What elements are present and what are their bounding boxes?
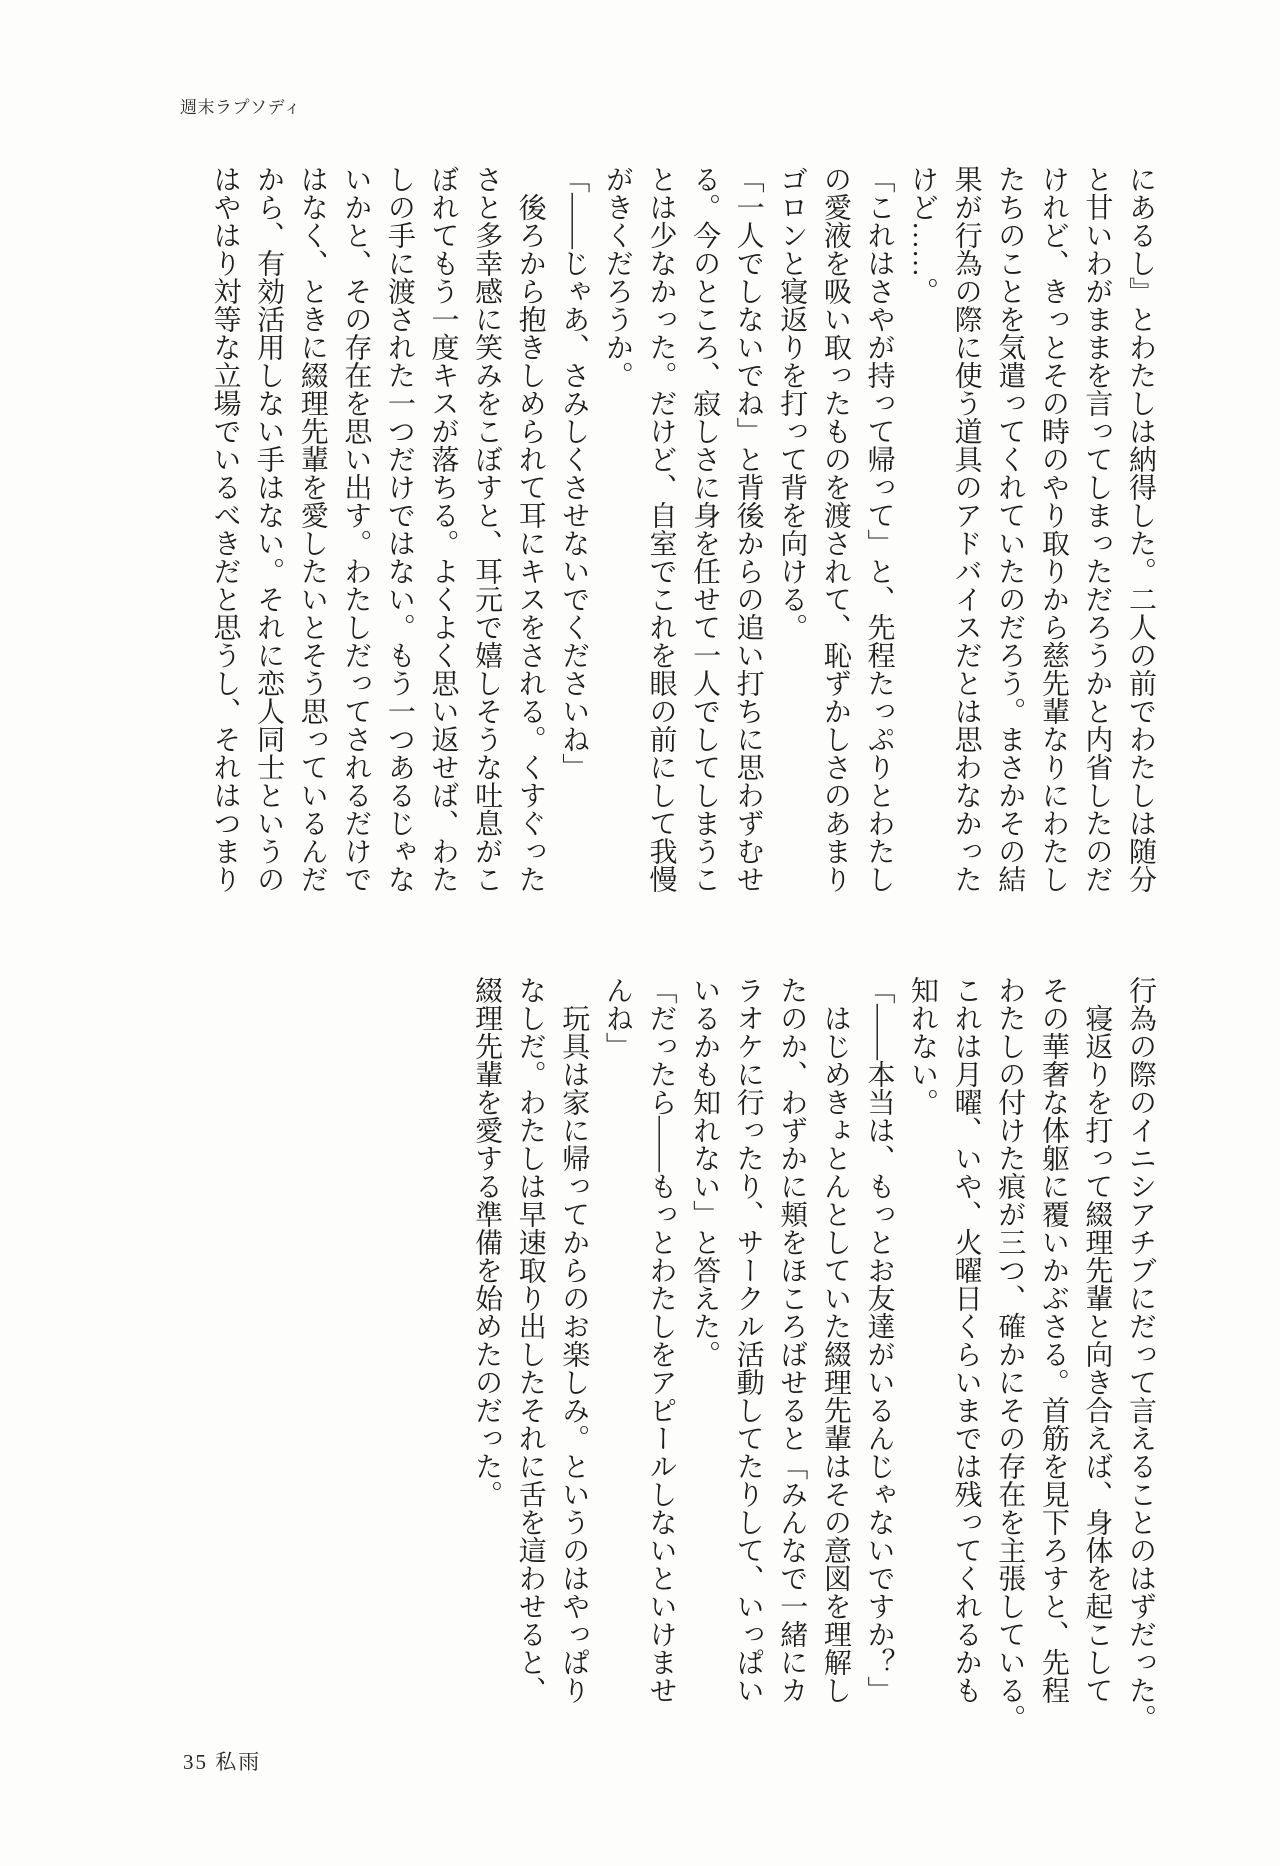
text-line: ゴロンと寝返りを打って背を向ける。 bbox=[776, 165, 808, 641]
text-line: 寝返りを打って綴理先輩と向き合えば、身体を起こして bbox=[1081, 976, 1113, 1704]
text-line: けれど、きっとその時のやり取りから慈先輩なりにわたし bbox=[1037, 165, 1069, 893]
text-line: にあるし』とわたしは納得した。二人の前でわたしは随分 bbox=[1125, 165, 1156, 893]
text-line: と甘いわがままを言ってしまっただろうかと内省したのだ bbox=[1081, 165, 1113, 893]
text-line: はなく、ときに綴理先輩を愛したいとそう思っているんだ bbox=[296, 165, 328, 893]
text-line: 「――じゃあ、さみしくさせないでくださいね」 bbox=[558, 165, 590, 781]
text-line: る。今のところ、寂しさに身を任せて一人でしてしまうこ bbox=[689, 165, 721, 893]
page-number: 35 私雨 bbox=[183, 1750, 262, 1774]
text-line: はじめきょとんとしていた綴理先輩はその意図を理解し bbox=[819, 976, 851, 1704]
text-line: なしだ。わたしは早速取り出したそれに舌を這わせると、 bbox=[514, 976, 546, 1704]
text-line: 行為の際のイニシアチブにだって言えることのはずだった。 bbox=[1125, 976, 1156, 1732]
text-line: わたしの付けた痕が三つ、確かにその存在を主張している。 bbox=[994, 976, 1026, 1732]
text-line: 後ろから抱きしめられて耳にキスをされる。くすぐった bbox=[514, 165, 546, 893]
text-line: 「これはさやが持って帰って」と、先程たっぷりとわたし bbox=[863, 165, 895, 893]
text-line: ラオケに行ったり、サークル活動してたりして、いっぱい bbox=[732, 976, 764, 1704]
text-line: いかと、その存在を思い出す。わたしだってされるだけで bbox=[340, 165, 372, 893]
text-line: んね」 bbox=[601, 976, 633, 1060]
running-header: 週末ラプソディ bbox=[180, 98, 302, 117]
text-line: 「一人でしないでね」と背後からの追い打ちに思わずむせ bbox=[732, 165, 764, 893]
text-line: 綴理先輩を愛する準備を始めたのだった。 bbox=[471, 976, 503, 1508]
text-line: たのか、わずかに頬をほころばせると「みんなで一緒にカ bbox=[776, 976, 808, 1704]
text-block-upper bbox=[203, 165, 1162, 897]
text-line: とは少なかった。だけど、自室でこれを眼の前にして我慢 bbox=[645, 165, 677, 893]
text-line: から、有効活用しない手はない。それに恋人同士というの bbox=[253, 165, 285, 893]
text-line: はやはり対等な立場でいるべきだと思うし、それはつまり bbox=[209, 165, 241, 893]
text-line: これは月曜、いや、火曜日くらいまでは残ってくれるかも bbox=[950, 976, 982, 1704]
text-line: けど……。 bbox=[907, 165, 939, 305]
text-line: しの手に渡された一つだけではない。もう一つあるじゃな bbox=[383, 165, 415, 893]
text-line: いるかも知れない」と答えた。 bbox=[689, 976, 721, 1368]
text-line: 「――本当は、もっとお友達がいるんじゃないですか？」 bbox=[863, 976, 895, 1704]
text-line: さと多幸感に笑みをこぼすと、耳元で嬉しそうな吐息がこ bbox=[471, 165, 503, 893]
text-block-lower bbox=[465, 976, 1163, 1732]
text-line: がきくだろうか。 bbox=[601, 165, 633, 389]
text-line: 知れない。 bbox=[907, 976, 939, 1116]
text-line: その華奢な体躯に覆いかぶさる。首筋を見下ろすと、先程 bbox=[1037, 976, 1069, 1704]
text-line: たちのことを気遣ってくれていたのだろう。まさかその結 bbox=[994, 165, 1026, 893]
text-line: の愛液を吸い取ったものを渡されて、恥ずかしさのあまり bbox=[819, 165, 851, 893]
text-line: 「だったら――もっとわたしをアピールしないといけませ bbox=[645, 976, 677, 1704]
text-line: ぼれてもう一度キスが落ちる。よくよく思い返せば、わた bbox=[427, 165, 459, 893]
text-line: 果が行為の際に使う道具のアドバイスだとは思わなかった bbox=[950, 165, 982, 893]
text-line: 玩具は家に帰ってからのお楽しみ。というのはやっぱり bbox=[558, 976, 590, 1704]
